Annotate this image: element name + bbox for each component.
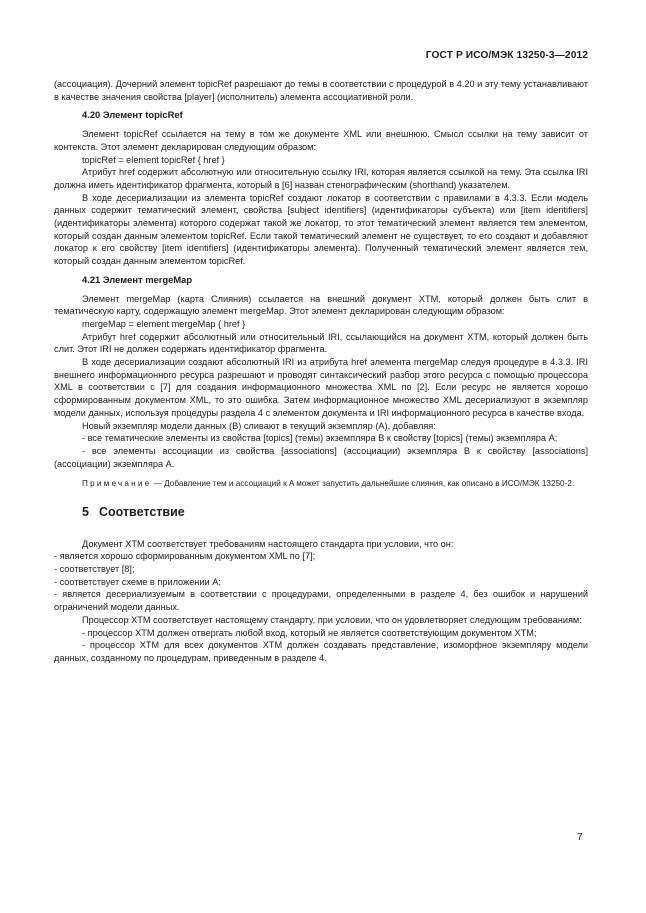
paragraph: Атрибут href содержит абсолютную или относительную ссылку IRI, которая является ссылкой на тему. Эта ссылка IRI должна иметь идентификатор фрагмента, который в [6] назван стенографическим (shorthand) указателем.	[54, 167, 588, 190]
paragraph: Документ XTM соответствует требованиям настоящего стандарта при условии, что он:	[82, 538, 454, 549]
paragraph: В ходе десериализации создают абсолютный IRI из атрибута href элемента mergeMap следуя процедуре в 4.3.3. IRI внешнего информационного ресурса разрешают и проводят синтаксический разбор этого ресурса с помощью процессора XML в соответствии с [7] для создания информационного множества XML по [2]. Если ресурс не является хорошо сформированным документом XML, то это ошибка. Затем информационное множество XML десериализуют в экземпляр модели данных, используя процедуры раздела 4 с элементом документа и IRI информационного ресурса в качестве входа.	[54, 357, 588, 418]
paragraph: Элемент mergeMap (карта Слияния) ссылается на внешний документ XTM, который должен быть слит в тематическую карту, содержащую элемент mergeMap. Этот элемент декларирован следующим образом:	[54, 293, 588, 317]
list-item: - процессор XTM для всех документов XTM должен создавать представление, изоморфное экземпляру модели данных, созданному по процедурам, приведенным в разделе 4.	[54, 640, 588, 663]
code-declaration: topicRef = element topicRef { href }	[82, 154, 225, 165]
paragraph: В ходе десериализации из элемента topicRef создают локатор в соответствии с правилами в 4.3.3. Если модель данных содержит тематический элемент, свойства [subject identifiers] (идентификаторы субъекта) или [item identifiers] (идентификаторы элемента) которого содержат такой же локатор, то этот тематический элемент является тем элементом, который создан данным элементом topicRef. Если такой тематический элемент не существует, то его создают и добавляют локатор к его свойству [item identifiers] (идентификаторы элемента). Полученный тематический элемент является тем, который создан данным элементом topicRef.	[54, 192, 588, 267]
section-heading-4-20: 4.20 Элемент topicRef	[82, 109, 183, 121]
note	[54, 478, 588, 490]
list-item: - все элементы ассоциации из свойства [associations] (ассоциации) экземпляра B к свойству [associations] (ассоциации) экземпляра A.	[54, 445, 588, 469]
page-number: 7	[577, 832, 583, 843]
document-body	[54, 78, 588, 665]
list-item: - является хорошо сформированным документом XML по [7];	[54, 551, 316, 562]
section-number: 5	[82, 504, 89, 519]
paragraph: Процессор XTM соответствует настоящему стандарту, при условии, что он удовлетворяет следующим требованиям:	[82, 614, 582, 625]
section-heading-4-21: 4.21 Элемент mergeMap	[82, 273, 193, 285]
note-label: Примечание	[82, 479, 152, 489]
paragraph: Элемент topicRef ссылается на тему в том же документе XML или внешнюю. Смысл ссылки на тему зависит от контекста. Этот элемент декларирован следующим образом:	[54, 129, 588, 152]
list-item: - соответствует схеме в приложении A;	[54, 576, 221, 587]
paragraph: (ассоциация). Дочерний элемент topicRef разрешают до темы в соответствии с процедурой в 4.20 и эту тему устанавливают в качестве значения свойства [player] (исполнитель) элемента ассоциативной роли.	[54, 79, 588, 102]
code-declaration: mergeMap = element mergeMap { href }	[82, 318, 246, 329]
list-item: - является десериализуемым в соответствии с процедурами, определенными в разделе 4, без ошибок и нарушений ограничений модели данных.	[54, 589, 588, 613]
paragraph: Атрибут href содержит абсолютный или относительный IRI, ссылающийся на документ XTM, который должен быть слит. Этот IRI не должен содержать идентификатор фрагмента.	[54, 331, 588, 355]
list-item: - все тематические элементы из свойства [topics] (темы) экземпляра B к свойству [topics] (темы) экземпляра A;	[82, 433, 558, 444]
section-title: Соответствие	[98, 504, 185, 519]
note-text: — Добавление тем и ассоциаций к A может запустить дальнейшие слияния, как описано в ИСО/МЭК 13250-2.	[151, 479, 575, 489]
list-item: - процессор XTM должен отвергать любой вход, который не является соответствующим документом XTM;	[82, 627, 537, 638]
section-heading-5	[82, 506, 588, 519]
document-header: ГОСТ Р ИСО/МЭК 13250-3—2012	[425, 50, 588, 61]
paragraph: Новый экземпляр модели данных (B) сливают в текущий экземпляр (A), добавляя:	[82, 420, 436, 431]
list-item: - соответствует [8];	[54, 564, 135, 574]
